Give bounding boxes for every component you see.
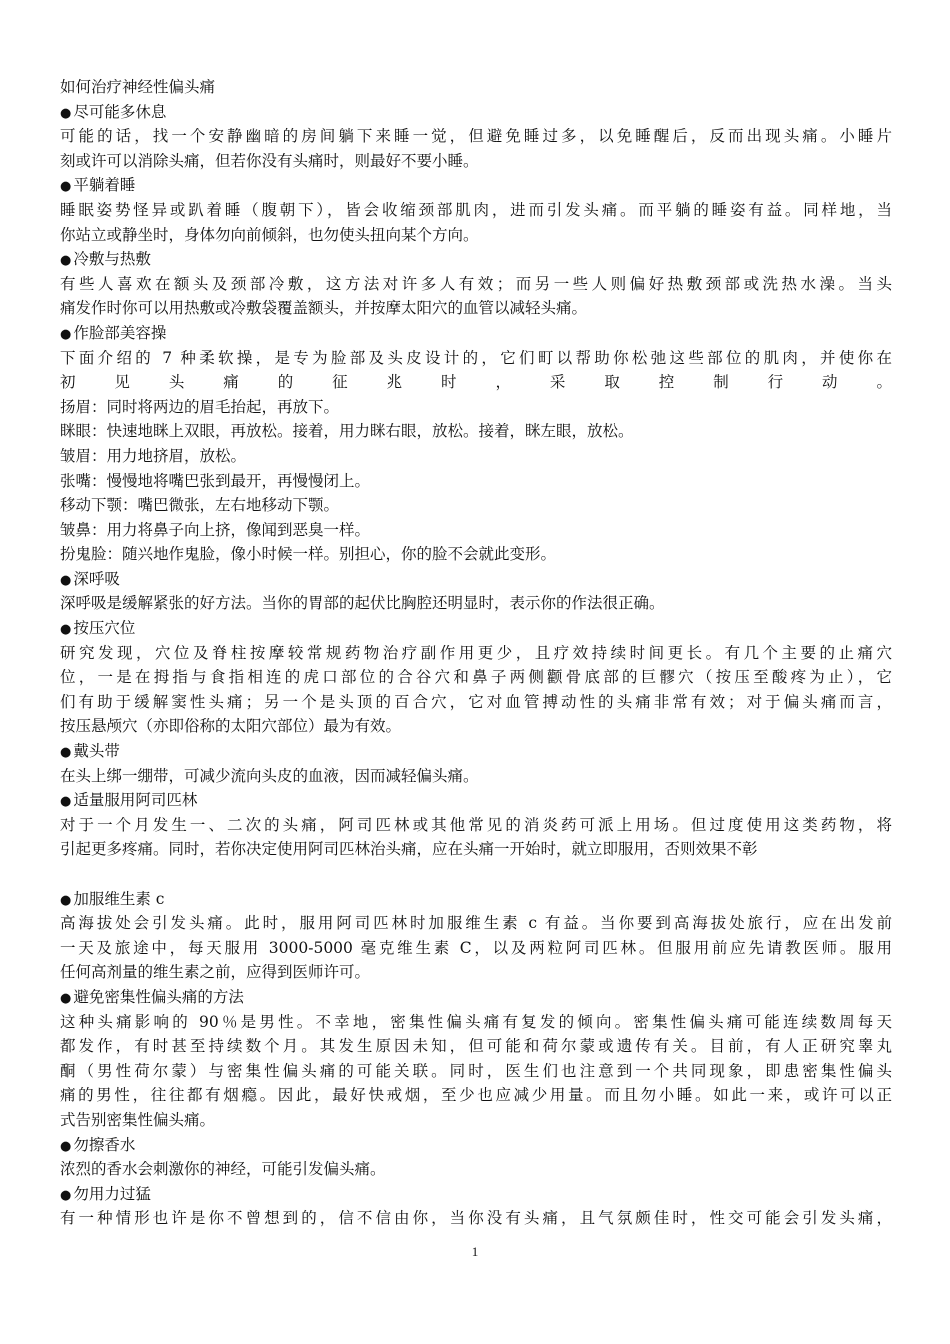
section-heading xyxy=(60,887,892,912)
body-text-line: 都发作，有时甚至持续数个月。其发生原因未知，但可能和荷尔蒙或遗传有关。目前，有人正研究睾丸 xyxy=(60,1037,892,1056)
section-heading xyxy=(60,739,892,764)
body-text-line: 刻或许可以消除头痛，但若你没有头痛时，则最好不要小睡。 xyxy=(60,151,479,170)
body-text-line: 酮（男性荷尔蒙）与密集性偏头痛的可能关联。同时，医生们也注意到一个共同现象，即患密集性偏头 xyxy=(60,1061,892,1080)
body-text-line: 有一种情形也许是你不曾想到的，信不信由你，当你没有头痛，且气氛颇佳时，性交可能会引发头痛， xyxy=(60,1209,892,1228)
document-title: 如何治疗神经性偏头痛 xyxy=(60,78,216,96)
body-text-line: 移动下颚：嘴巴微张，左右地移动下颚。 xyxy=(60,496,340,515)
body-text-line: 可能的话，找一个安静幽暗的房间躺下来睡一觉，但避免睡过多，以免睡醒后，反而出现头痛。小睡片 xyxy=(60,127,892,146)
body-text-line: 引起更多疼痛。同时，若你决定使用阿司匹林治头痛，应在头痛一开始时，就立即服用，否则效果不彰 xyxy=(60,840,758,859)
section-heading-text: 加服维生素 c xyxy=(73,889,165,908)
bullet-icon: ● xyxy=(60,745,72,761)
section-heading-text: 避免密集性偏头痛的方法 xyxy=(73,987,244,1006)
body-text-line: 痛的男性，往往都有烟瘾。因此，最好快戒烟，至少也应减少用量。而且勿小睡。如此一来，或许可以正 xyxy=(60,1086,892,1105)
body-text-line: 皱眉：用力地挤眉，放松。 xyxy=(60,446,247,465)
body-text-line: 张嘴：慢慢地将嘴巴张到最开，再慢慢闭上。 xyxy=(60,471,371,490)
body-text-line: 在头上绑一绷带，可减少流向头皮的血液，因而减轻偏头痛。 xyxy=(60,766,479,785)
section-heading-text: 平躺着睡 xyxy=(73,176,136,195)
body-text-line: 位，一是在拇指与食指相连的虎口部位的合谷穴和鼻子两侧颧骨底部的巨髎穴（按压至酸疼为止），它 xyxy=(60,668,892,687)
body-text-line: 一天及旅途中，每天服用 3000-5000 毫克维生素 C，以及两粒阿司匹林。但服用前应先请教医师。服用 xyxy=(60,938,892,957)
section-heading-text: 尽可能多休息 xyxy=(73,102,167,121)
body-text-line: 按压悬颅穴（亦即俗称的太阳穴部位）最为有效。 xyxy=(60,717,402,736)
section-heading-text: 适量服用阿司匹林 xyxy=(73,791,198,810)
body-text-line: 眯眼：快速地眯上双眼，再放松。接着，用力眯右眼，放松。接着，眯左眼，放松。 xyxy=(60,422,634,441)
bullet-icon: ● xyxy=(60,105,72,121)
body-text-line: 初见头痛的征兆时，采取控制行动。 xyxy=(60,373,892,392)
bullet-icon: ● xyxy=(60,253,72,269)
section-heading-text: 作脸部美容操 xyxy=(73,323,167,342)
body-text-line: 你站立或静坐时，身体勿向前倾斜，也勿使头扭向某个方向。 xyxy=(60,225,479,244)
section-heading-text: 戴头带 xyxy=(73,742,120,761)
body-text-line: 高海拔处会引发头痛。此时，服用阿司匹林时加服维生素 c 有益。当你要到高海拔处旅行，应在出发前 xyxy=(60,914,892,933)
body-text-line: 睡眠姿势怪异或趴着睡（腹朝下），皆会收缩颈部肌肉，进而引发头痛。而平躺的睡姿有益。同样地，当 xyxy=(60,200,892,219)
body-text-line: 下面介绍的 7 种柔软操，是专为脸部及头皮设计的，它们町以帮助你松弛这些部位的肌肉，并使你在 xyxy=(60,348,892,367)
bullet-icon: ● xyxy=(60,990,72,1006)
bullet-icon: ● xyxy=(60,1187,72,1203)
bullet-icon: ● xyxy=(60,326,72,342)
body-text-line: 对于一个月发生一、二次的头痛，阿司匹林或其他常见的消炎药可派上用场。但过度使用这类药物，将 xyxy=(60,815,892,834)
section-heading xyxy=(60,247,892,272)
body-text-line: 深呼吸是缓解紧张的好方法。当你的胃部的起伏比胸腔还明显时，表示你的作法很正确。 xyxy=(60,594,665,613)
section-heading xyxy=(60,616,892,641)
section-heading-text: 深呼吸 xyxy=(73,569,120,588)
body-text-line: 皱鼻：用力将鼻子向上挤，像闻到恶臭一样。 xyxy=(60,520,371,539)
bullet-icon: ● xyxy=(60,1138,72,1154)
section-heading xyxy=(60,567,892,592)
section-heading xyxy=(60,321,892,346)
section-heading-text: 勿擦香水 xyxy=(73,1135,136,1154)
bullet-icon: ● xyxy=(60,892,72,908)
body-text-line: 式告别密集性偏头痛。 xyxy=(60,1110,216,1129)
body-text-line: 们有助于缓解窦性头痛；另一个是头顶的百合穴，它对血管搏动性的头痛非常有效；对于偏头痛而言， xyxy=(60,692,892,711)
page-number: 1 xyxy=(471,1244,479,1259)
section-heading xyxy=(60,1133,892,1158)
body-text-line: 扬眉：同时将两边的眉毛抬起，再放下。 xyxy=(60,397,340,416)
body-text-line: 痛发作时你可以用热敷或冷敷袋覆盖额头，并按摩太阳穴的血管以减轻头痛。 xyxy=(60,299,588,318)
section-heading xyxy=(60,100,892,125)
section-heading xyxy=(60,985,892,1010)
section-heading xyxy=(60,788,892,813)
bullet-icon: ● xyxy=(60,572,72,588)
document-body xyxy=(60,75,892,1231)
section-heading-text: 按压穴位 xyxy=(73,619,136,638)
section-heading xyxy=(60,173,892,198)
bullet-icon: ● xyxy=(60,179,72,195)
body-text-line: 扮鬼脸：随兴地作鬼脸，像小时候一样。别担心，你的脸不会就此变形。 xyxy=(60,545,557,564)
body-text-line: 浓烈的香水会刺激你的神经，可能引发偏头痛。 xyxy=(60,1160,386,1179)
body-text-line: 这种头痛影响的 90％是男性。不幸地，密集性偏头痛有复发的倾向。密集性偏头痛可能连续数周每天 xyxy=(60,1012,892,1031)
section-heading-text: 勿用力过猛 xyxy=(73,1184,151,1203)
bullet-icon: ● xyxy=(60,794,72,810)
blank-line xyxy=(60,862,892,887)
body-text-line: 有些人喜欢在额头及颈部冷敷，这方法对许多人有效；而另一些人则偏好热敷颈部或洗热水澡。当头 xyxy=(60,274,892,293)
section-heading xyxy=(60,1182,892,1207)
section-heading-text: 冷敷与热敷 xyxy=(73,250,151,269)
body-text-line: 任何高剂量的维生素之前，应得到医师许可。 xyxy=(60,963,371,982)
body-text-line: 研究发现，穴位及脊柱按摩较常规药物治疗副作用更少，且疗效持续时间更长。有几个主要的止痛穴 xyxy=(60,643,892,662)
bullet-icon: ● xyxy=(60,622,72,638)
